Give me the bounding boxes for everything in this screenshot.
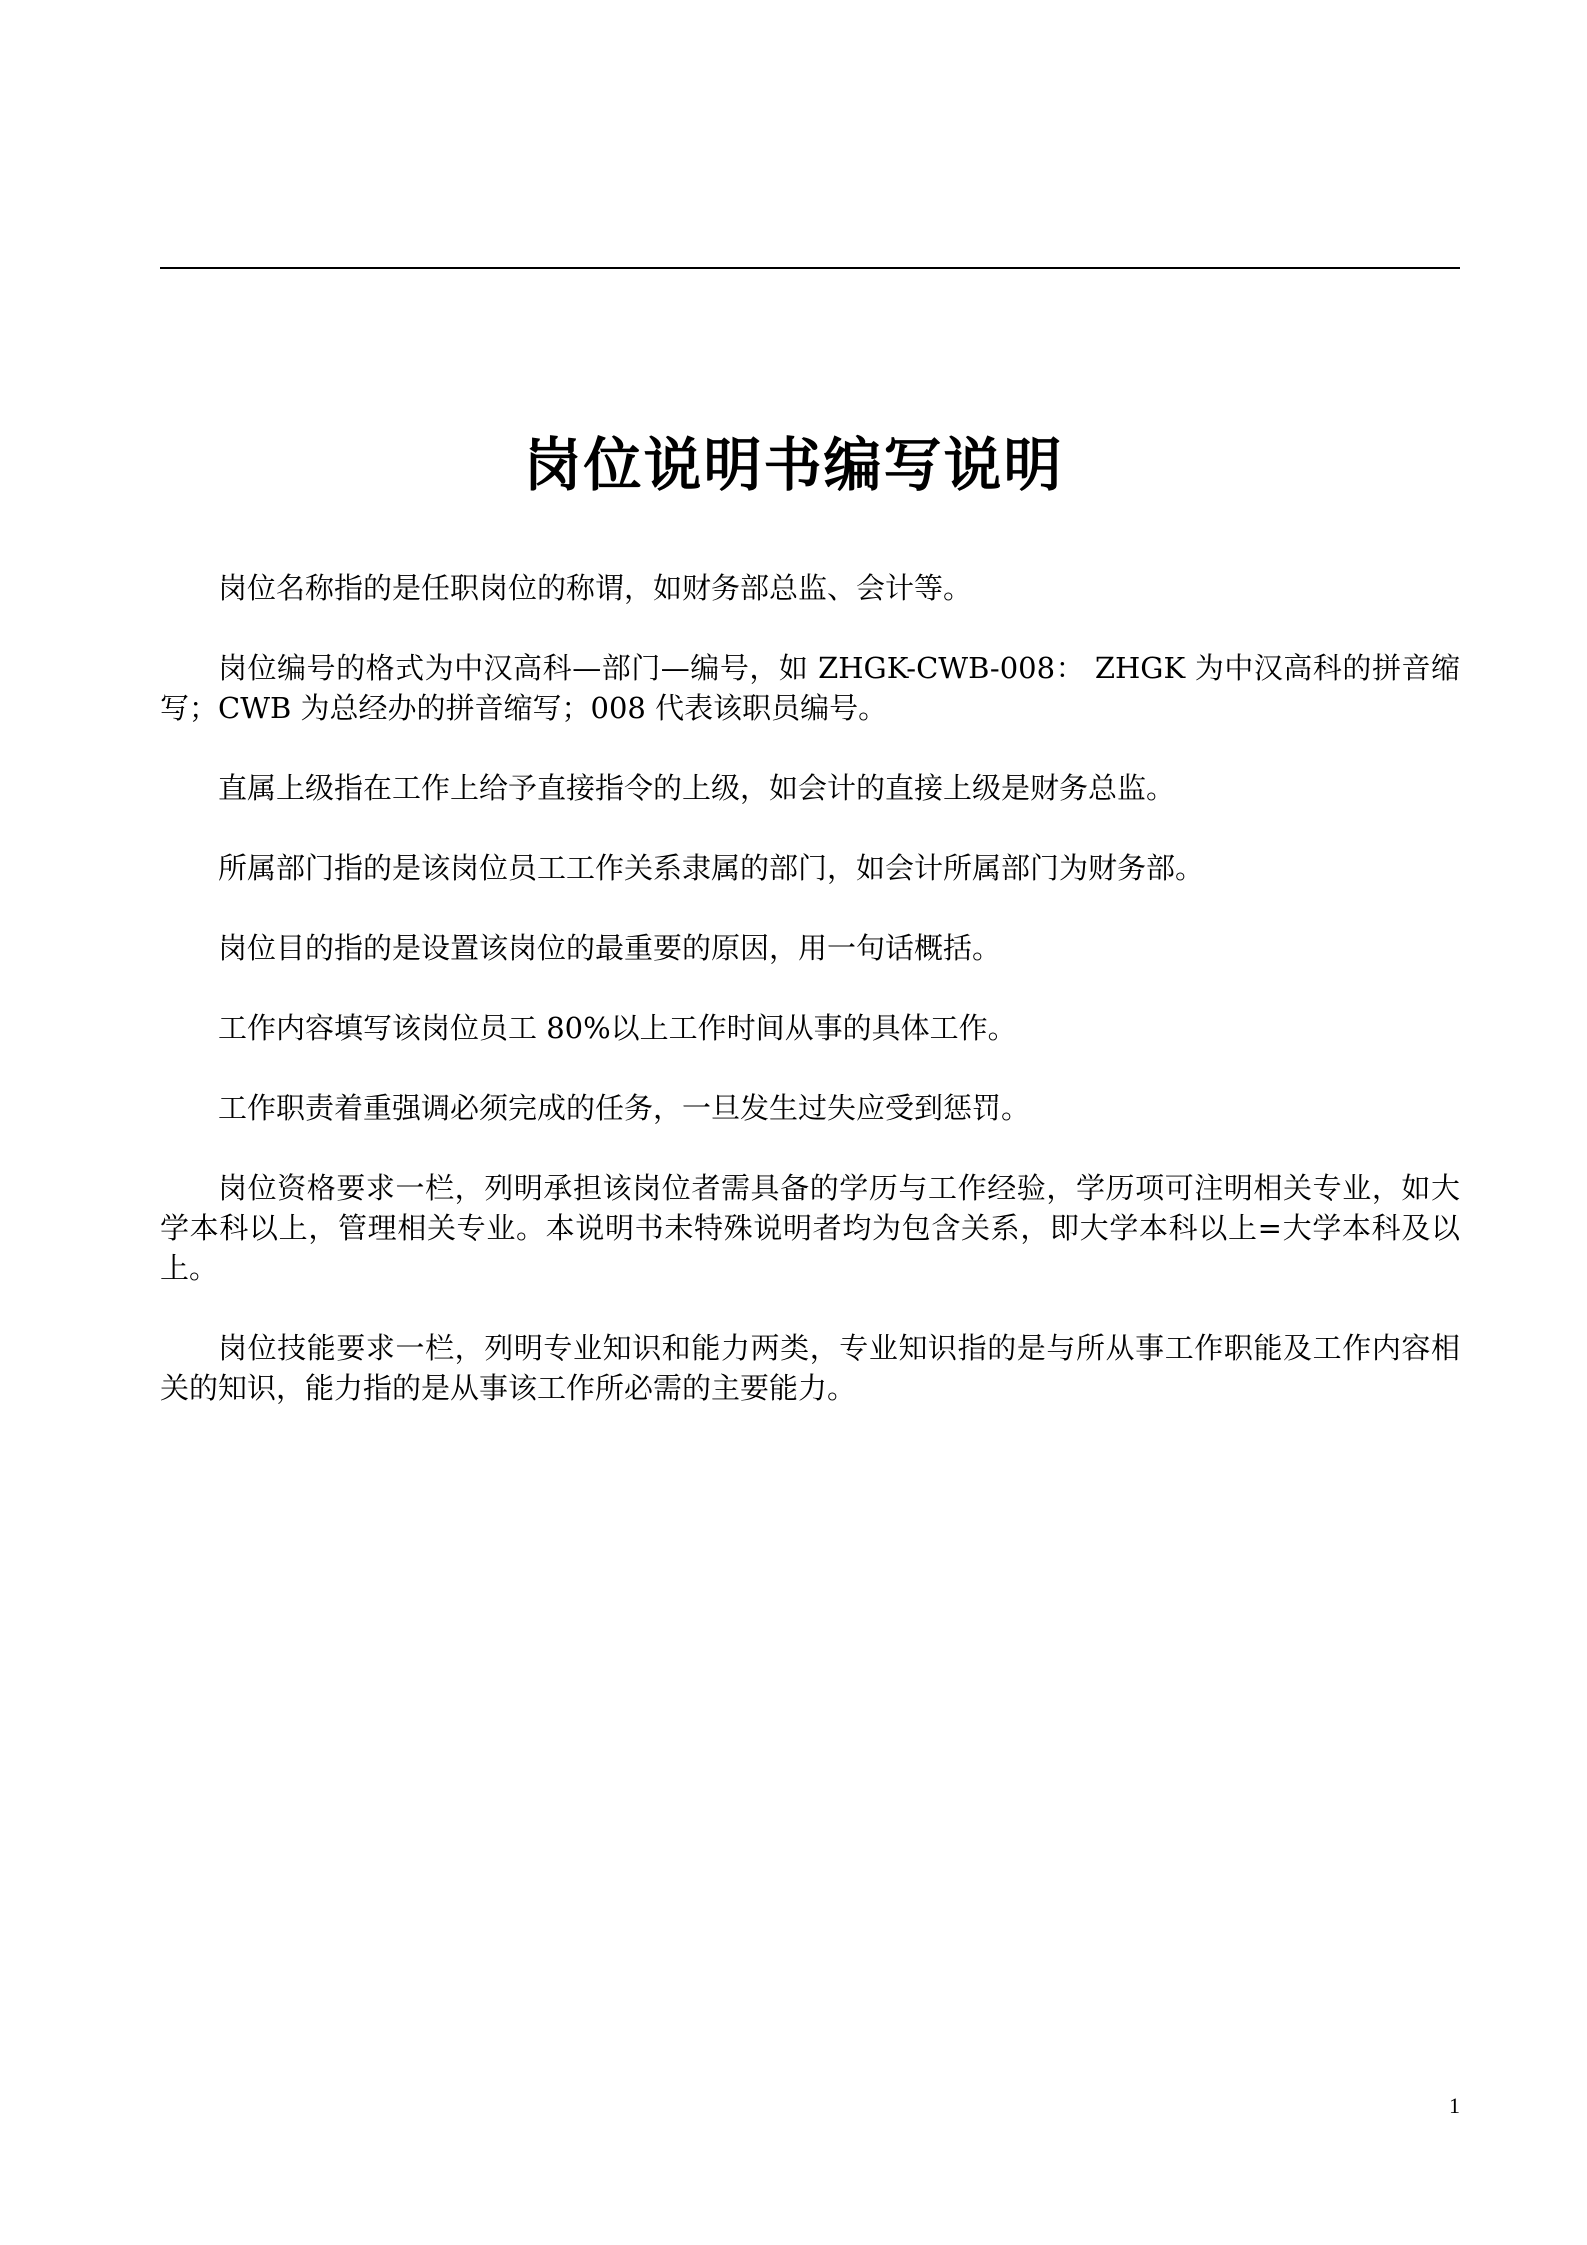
paragraph-department: 所属部门指的是该岗位员工工作关系隶属的部门，如会计所属部门为财务部。	[218, 851, 1205, 885]
paragraph-responsibilities: 工作职责着重强调必须完成的任务，一旦发生过失应受到惩罚。	[218, 1091, 1031, 1125]
header-rule	[160, 267, 1460, 269]
paragraph-position-purpose: 岗位目的指的是设置该岗位的最重要的原因，用一句话概括。	[218, 931, 1002, 965]
paragraph-direct-superior: 直属上级指在工作上给予直接指令的上级，如会计的直接上级是财务总监。	[218, 771, 1176, 805]
document-title: 岗位说明书编写说明	[523, 431, 1064, 499]
paragraph-position-code: 岗位编号的格式为中汉高科—部门—编号，如 ZHGK-CWB-008： ZHGK 为中汉高科的拼音缩写；CWB 为总经办的拼音缩写；008 代表该职员编号。	[160, 651, 1460, 725]
document-body	[160, 568, 1460, 1448]
paragraph-work-content: 工作内容填写该岗位员工 80%以上工作时间从事的具体工作。	[218, 1011, 1017, 1045]
paragraph-position-name: 岗位名称指的是任职岗位的称谓，如财务部总监、会计等。	[218, 571, 973, 605]
paragraph-skill-requirements: 岗位技能要求一栏，列明专业知识和能力两类，专业知识指的是与所从事工作职能及工作内容相关的知识，能力指的是从事该工作所必需的主要能力。	[160, 1331, 1460, 1405]
page-number: 1	[1449, 2093, 1460, 2118]
paragraph-qualification-requirements: 岗位资格要求一栏，列明承担该岗位者需具备的学历与工作经验，学历项可注明相关专业，如大学本科以上，管理相关专业。本说明书未特殊说明者均为包含关系，即大学本科以上=大学本科及以上。	[160, 1171, 1460, 1285]
